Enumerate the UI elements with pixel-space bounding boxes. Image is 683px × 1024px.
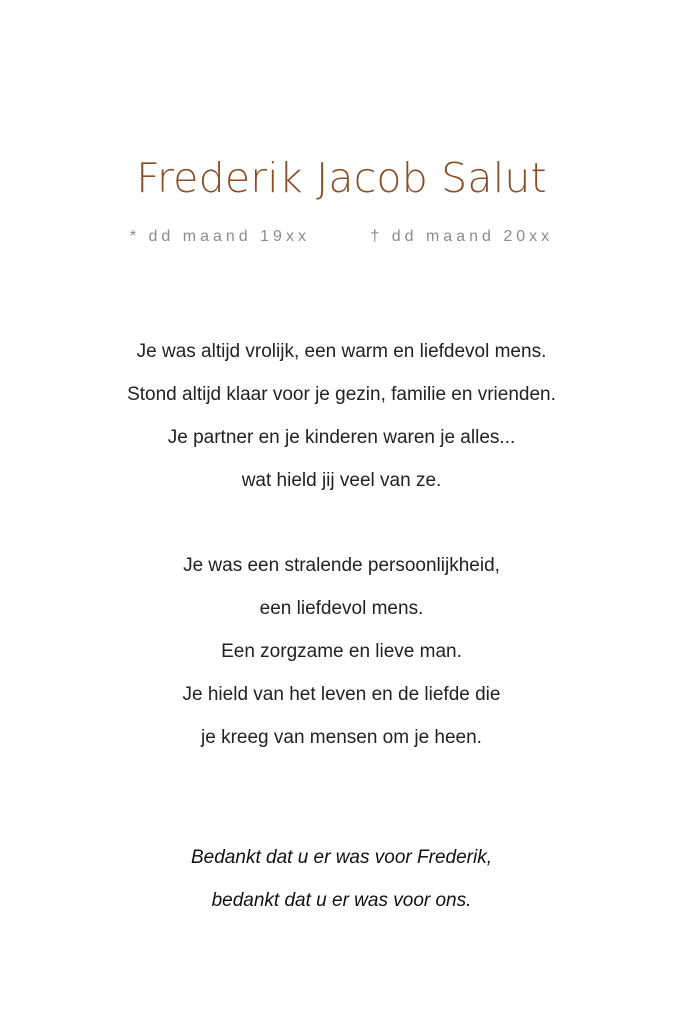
verse-line: Je was altijd vrolijk, een warm en liefdevol mens. (136, 341, 547, 362)
verse-line: Een zorgzame en lieve man. (221, 641, 462, 662)
verse-line: wat hield jij veel van ze. (241, 470, 442, 491)
thank-you-note (0, 836, 683, 922)
thanks-line: bedankt dat u er was voor ons. (211, 890, 472, 911)
verse-line: Je was een stralende persoonlijkheid, (183, 555, 500, 576)
thanks-line: Bedankt dat u er was voor Frederik, (191, 847, 492, 868)
death-date: † dd maand 20xx (370, 228, 554, 245)
verse-line: je kreeg van mensen om je heen. (201, 727, 482, 748)
verse-line: Stond altijd klaar voor je gezin, familie en vrienden. (127, 384, 556, 405)
life-dates (0, 226, 683, 248)
verse-second (0, 544, 683, 759)
deceased-name: Frederik Jacob Salut (136, 154, 547, 202)
birth-date: * dd maand 19xx (129, 228, 310, 245)
verse-line: Je partner en je kinderen waren je alles... (167, 427, 516, 448)
verse-line: Je hield van het leven en de liefde die (182, 684, 501, 705)
verse-line: een liefdevol mens. (259, 598, 424, 619)
verse-first (0, 330, 683, 502)
